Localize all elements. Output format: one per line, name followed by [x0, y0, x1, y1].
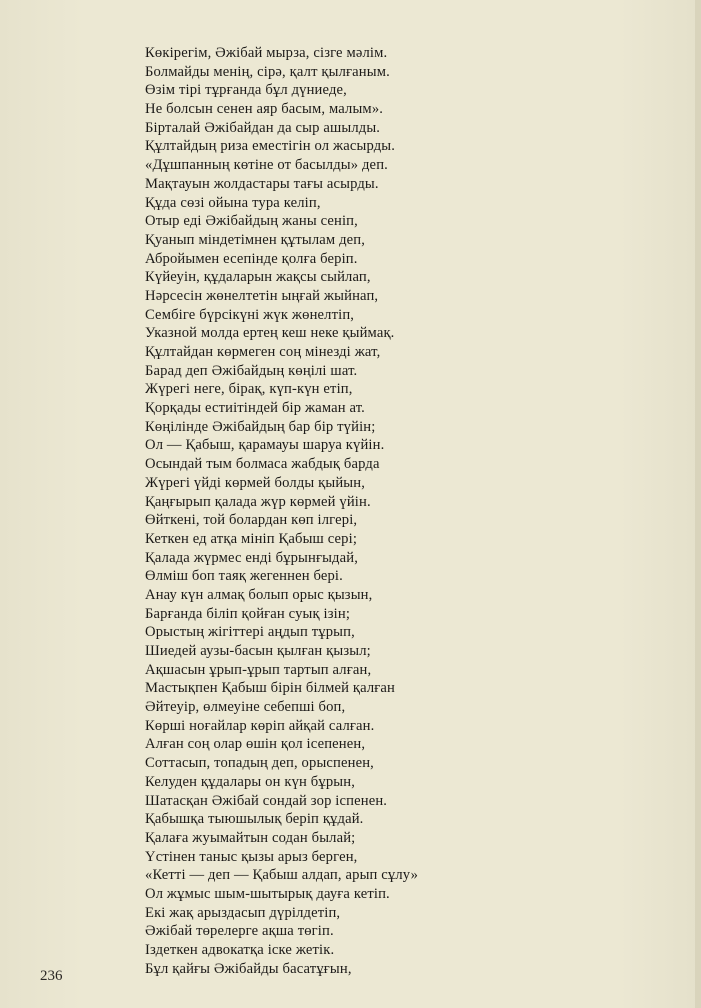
poem-line: Барад деп Әжібайдың көңілі шат. — [145, 362, 358, 379]
poem-line: Анау күн алмақ болып орыс қызын, — [145, 586, 373, 603]
poem-line: Үстінен таныс қызы арыз берген, — [145, 848, 358, 865]
poem-line: Жүрегі неге, бірақ, күп-күн етіп, — [145, 381, 353, 398]
poem-line: Мастықпен Қабыш бірін білмей қалған — [145, 680, 396, 697]
poem-line: Қорқады естиітіндей бір жаман ат. — [145, 400, 365, 417]
poem-line: Осындай тым болмаса жабдық барда — [145, 456, 380, 473]
poem-line: Өйткені, той болардан көп ілгері, — [145, 512, 358, 529]
poem-line: Құда сөзі ойына тура келіп, — [145, 194, 321, 211]
poem-line: Қалаға жуымайтын содан былай; — [145, 829, 356, 846]
poem-line: Ол — Қабыш, қарамауы шаруа күйін. — [145, 437, 385, 454]
poem-line: Кеткен ед атқа мініп Қабыш сері; — [145, 530, 358, 547]
poem-line: «Кетті — деп — Қабыш алдап, арып сұлу» — [145, 867, 419, 884]
poem-line: Бірталай Әжібайдан да сыр ашылды. — [145, 119, 381, 136]
poem-line: Қаңғырып қалада жүр көрмей үйін. — [145, 493, 371, 510]
poem-text — [145, 44, 565, 978]
poem-line: Болмайды менің, сірә, қалт қылғаным. — [145, 63, 390, 80]
poem-line: Шиедей аузы-басын қылған қызыл; — [145, 643, 371, 659]
poem-line: Отыр еді Әжібайдың жаны сеніп, — [145, 213, 358, 230]
poem-line: Абройымен есепінде қолға беріп. — [145, 250, 358, 267]
poem-line: Іздеткен адвокатқа іске жетік. — [145, 942, 335, 958]
poem-line: Құлтайдан көрмеген соң мінезді жат, — [145, 344, 381, 360]
poem-line: Қалада жүрмес енді бұрынғыдай, — [145, 549, 359, 566]
poem-line: Ол жұмыс шым-шытырық дауға кетіп. — [145, 885, 390, 902]
poem-line: Өзім тірі тұрғанда бұл дүниеде, — [145, 82, 347, 99]
poem-line: Алған соң олар өшін қол ісепенен, — [145, 736, 366, 753]
poem-line: Шатасқан Әжібай сондай зор іспенен. — [145, 792, 388, 809]
poem-line: Орыстың жігіттері аңдып тұрып, — [145, 624, 355, 641]
poem-line: Келуден құдалары он күн бұрын, — [145, 773, 355, 790]
poem-line: Көңілінде Әжібайдың бар бір түйін; — [145, 418, 376, 435]
page-number: 236 — [40, 968, 63, 984]
poem-line: Әйтеуір, өлмеуіне себепші боп, — [145, 699, 346, 716]
poem-line: Мақтауын жолдастары тағы асырды. — [145, 175, 379, 192]
poem-line: Әжібай төрелерге ақша төгіп. — [145, 923, 334, 940]
poem-line: Көрші ноғайлар көріп айқай салған. — [145, 717, 375, 734]
poem-line: Указной молда ертең кеш неке қыймақ. — [145, 325, 395, 342]
poem-line: Өлміш боп таяқ жегеннен бері. — [145, 568, 343, 585]
poem-line: Ақшасын ұрып-ұрып тартып алған, — [145, 661, 372, 678]
poem-line: Құлтайдың риза еместігін ол жасырды. — [145, 138, 396, 155]
poem-line: Жүрегі үйді көрмей болды қыйын, — [145, 474, 366, 491]
page-edge — [695, 0, 701, 1008]
poem-line: Нәрсесін жөнелтетін ыңғай жыйнап, — [145, 287, 379, 304]
poem-line: Сембіге бүрсікүні жүк жөнелтіп, — [145, 306, 355, 323]
poem-line: Бұл қайғы Әжібайды басатұғын, — [145, 960, 352, 977]
poem-line: Күйеуін, құдаларын жақсы сыйлап, — [145, 269, 371, 286]
poem-line: Екі жақ арыздасып дүрілдетіп, — [145, 904, 341, 921]
poem-line: Қуанып міндетімнен құтылам деп, — [145, 231, 366, 248]
poem-line: «Дұшпанның көтіне от басылды» деп. — [145, 157, 388, 174]
poem-line: Не болсын сенен аяр басым, малым». — [145, 101, 384, 118]
poem-line: Соттасып, топадың деп, орыспенен, — [145, 755, 374, 772]
poem-line: Барғанда біліп қойған суық ізін; — [145, 605, 351, 622]
poem-line: Көкірегім, Әжібай мырза, сізге мәлім. — [145, 45, 388, 61]
poem-line: Қабышқа тыюшылық беріп құдай. — [145, 811, 364, 828]
